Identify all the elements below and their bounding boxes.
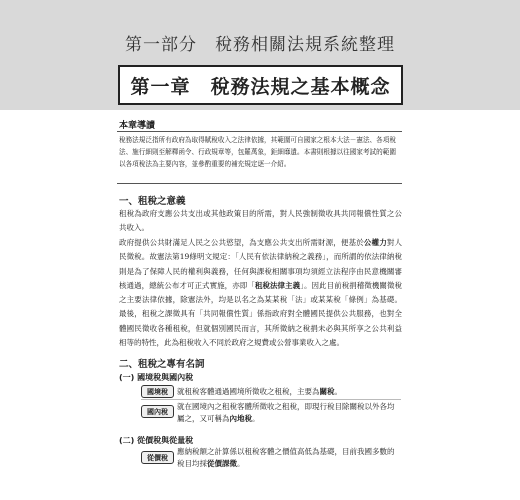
subsection-heading-ad-valorem: (二) 從價稅與從量稅 (119, 436, 194, 445)
chapter-header (0, 0, 520, 110)
guide-title: 本章導讀 (119, 121, 156, 131)
term-label-ad-valorem: 從價稅 (141, 451, 174, 464)
term-definition-domestic-tax (177, 401, 401, 425)
text-run: 應納稅額之計算係以租稅客體之價值高低為基礎，目前我國多數的稅目均採 (177, 447, 395, 468)
text-run: 政府提供公共財滿足人民之公共慾望，為支應公共支出所需財源，便基於 (119, 238, 364, 247)
term-definition-border-tax (177, 386, 401, 398)
term-label-border-tax: 國境稅 (141, 385, 174, 398)
guide-bottom-rule (117, 183, 402, 184)
paragraph-definition: 租稅為政府支應公共支出或其他政策目的所需，對人民強制徵收具共同報償性質之公共收入。 (119, 209, 402, 233)
emphasis-term: 關稅 (319, 387, 335, 396)
paragraph-explanation (119, 236, 402, 350)
text-run: 對人民徵稅。故憲法第19條明文規定：「人民有依法律納稅之義務」，而所謂的依法律納稅則是為了保障人民的權利與義務，任何與課稅相關事項均須經立法程序由民意機關審核通過，總統公布才可正式實施，亦即「 (119, 238, 403, 290)
emphasis-public-power: 公權力 (363, 238, 387, 247)
emphasis-term: 內地稅 (229, 414, 252, 423)
text-run: 」。因此目前稅捐稽徵機關徵稅之主要法律依據，除憲法外，均是以名之為某某稅「法」或某某稅「條例」為基礎。最後，租稅之課徵具有「共同報償性質」係指政府對全體國民提供公共服務，也對全體國民徵收各種租稅，但就個別國民而言，其所徵納之稅捐未必與其所享之公共利益相等的特性，此為租稅收入不同於政府之規費或公營事業收入之處。 (119, 280, 403, 348)
text-run: 。 (334, 387, 342, 396)
term-divider (141, 399, 401, 400)
subsection-heading-border-tax: (一) 國境稅與國內稅 (119, 373, 194, 382)
term-label-domestic-tax: 國內稅 (141, 405, 174, 418)
text-run: 就在國境內之租稅客體所徵收之租稅，即現行稅目除關稅以外各均屬之，又可稱為 (177, 402, 395, 423)
emphasis-tax-legality: 租稅法律主義 (254, 280, 301, 290)
chapter-title: 第一章 稅務法規之基本概念 (118, 65, 403, 105)
text-run: 就租稅客體通過國境所徵收之租稅，主要為 (177, 387, 320, 396)
part-title: 第一部分 稅務相關法規系統整理 (125, 35, 395, 55)
term-definition-ad-valorem (177, 446, 401, 470)
guide-top-rule (117, 131, 402, 132)
guide-text: 稅務法規泛指所有政府為取得賦稅收入之法律依據，其範圍可自國家之根本大法－憲法、各項稅法、施行細則至解釋函令、行政規章等，包羅萬象，鉅細靡遺。本書則根據以往國家考試的範圍以各項稅法為主要內容，並參酌重要的補充規定逐一介紹。 (119, 136, 396, 168)
section-heading-meaning: 一、租稅之意義 (119, 196, 186, 207)
section-heading-terms: 二、租稅之專有名詞 (119, 359, 205, 370)
emphasis-term: 從價課徵 (207, 459, 237, 468)
text-run: 。 (237, 459, 245, 468)
text-run: 。 (252, 414, 260, 423)
